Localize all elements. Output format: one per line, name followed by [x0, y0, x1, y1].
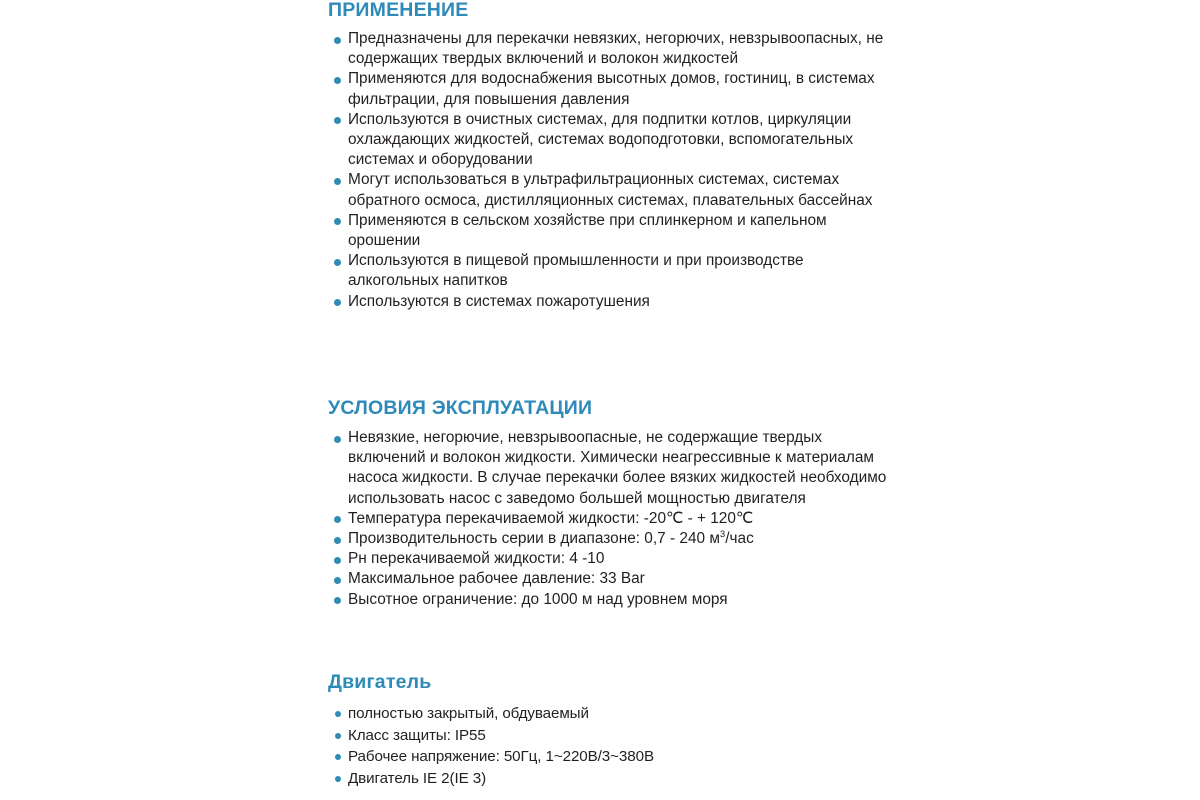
section-heading-operating-conditions: УСЛОВИЯ ЭКСПЛУАТАЦИИ — [328, 397, 593, 419]
list-item: Используются в очистных системах, для подпитки котлов, циркуляции охлаждающих жидкостей, системах водоподготовки, вспомогательных системах и оборудовании — [328, 110, 888, 171]
section-motor — [328, 672, 888, 789]
capacity-text-suffix: /час — [725, 530, 754, 548]
list-item: Рабочее напряжение: 50Гц, 1~220В/3~380В — [328, 746, 888, 768]
list-item: Применяются в сельском хозяйстве при сплинкерном и капельном орошении — [328, 211, 888, 251]
section-operating-conditions — [328, 398, 888, 610]
capacity-text-prefix: Производительность серии в диапазоне: 0,7 - 240 м — [348, 530, 720, 548]
list-item: Невязкие, негорючие, невзрывоопасные, не содержащие твердых включений и волокон жидкости. Химически неагрессивные к материалам насоса жидкости. В случае перекачки более вязких жидкостей необходимо использовать насос с заведомо большей мощностью двигателя — [328, 428, 888, 509]
list-item: Используются в пищевой промышленности и при производстве алкогольных напитков — [328, 251, 888, 291]
list-item: Класс защиты: IP55 — [328, 725, 888, 747]
section-heading-application: ПРИМЕНЕНИЕ — [328, 0, 469, 21]
section-application — [328, 0, 888, 312]
motor-bullet-list — [328, 703, 888, 789]
list-item: Температура перекачиваемой жидкости: -20℃ - + 120℃ — [328, 509, 888, 529]
conditions-bullet-list — [328, 428, 888, 610]
section-heading-motor: Двигатель — [328, 671, 432, 693]
list-item: Применяются для водоснабжения высотных домов, гостиниц, в системах фильтрации, для повышения давления — [328, 69, 888, 109]
list-item: Высотное ограничение: до 1000 м над уровнем моря — [328, 590, 888, 610]
conditions-list-wrapper — [328, 428, 888, 610]
list-item: Используются в системах пожаротушения — [328, 292, 888, 312]
list-item: Могут использоваться в ультрафильтрационных системах, системах обратного осмоса, дистилляционных системах, плавательных бассейнах — [328, 170, 888, 210]
application-list-wrapper — [328, 29, 888, 312]
list-item: Рн перекачиваемой жидкости: 4 -10 — [328, 549, 888, 569]
list-item: Максимальное рабочее давление: 33 Bar — [328, 569, 888, 589]
list-item: полностью закрытый, обдуваемый — [328, 703, 888, 725]
list-item: Двигатель IE 2(IE 3) — [328, 768, 888, 790]
application-bullet-list — [328, 29, 888, 312]
capacity-superscript: 3 — [719, 528, 726, 540]
list-item: Предназначены для перекачки невязких, негорючих, невзрывоопасных, не содержащих твердых включений и волокон жидкостей — [328, 29, 888, 69]
list-item-capacity — [328, 529, 888, 549]
motor-list-wrapper — [328, 703, 888, 789]
